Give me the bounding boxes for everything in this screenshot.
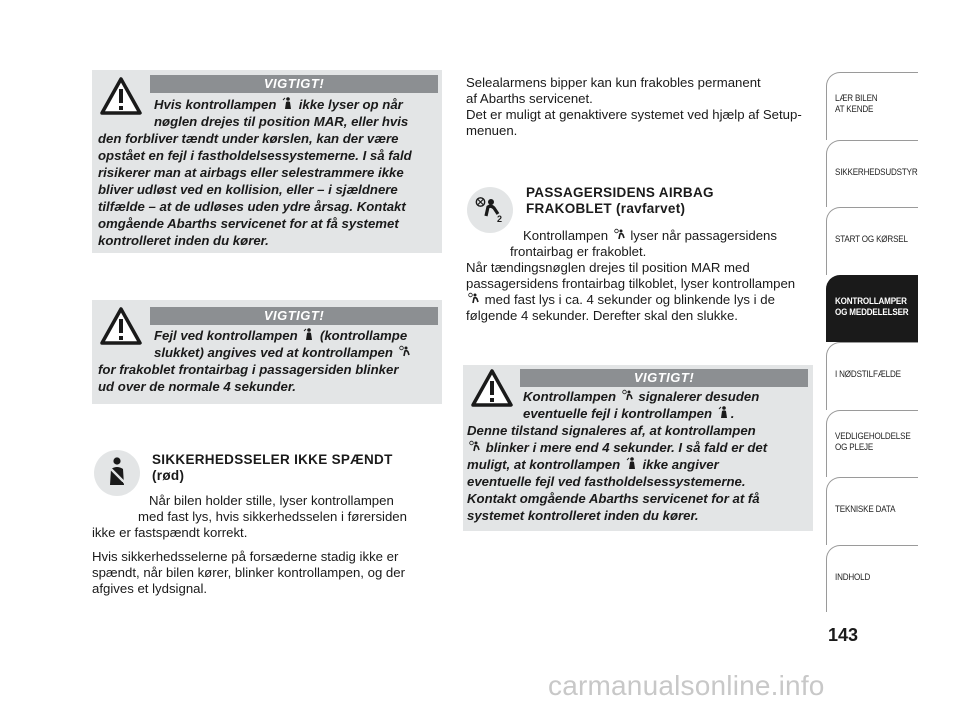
seatbelt-warning-icon xyxy=(94,450,140,496)
text-line: Kontrollampen signalerer desuden xyxy=(523,389,760,404)
chapter-tab-label: VEDLIGEHOLDELSE OG PLEJE xyxy=(835,430,911,453)
text-line: Fejl ved kontrollampen (kontrollampe xyxy=(154,328,408,343)
text-line: passagersidens frontairbag tilkoblet, lyser kontrollampen xyxy=(466,276,796,291)
passenger-airbag-off-icon xyxy=(467,187,513,233)
chapter-tab-label: INDHOLD xyxy=(835,571,871,583)
text-line: Kontakt omgående Abarths servicenet for at få xyxy=(467,491,760,506)
warning-text xyxy=(98,327,440,395)
text-line: Hvis kontrollampen ikke lyser op når xyxy=(154,97,403,112)
chapter-tab[interactable] xyxy=(826,342,918,410)
airbag-title: PASSAGERSIDENS AIRBAG FRAKOBLET (ravfarvet) xyxy=(526,185,714,216)
warning-box-lamp-fault xyxy=(92,300,442,404)
passenger-airbag-off-icon xyxy=(399,345,410,358)
chapter-tab[interactable] xyxy=(826,72,918,140)
text-line: ud over de normale 4 sekunder. xyxy=(98,379,296,394)
warning-header: VIGTIGT! xyxy=(150,75,438,93)
warning-header: VIGTIGT! xyxy=(520,369,808,387)
text-line: risikerer man at airbags eller selestrammere ikke xyxy=(98,165,404,180)
warning-box-airbag-fault xyxy=(92,70,442,253)
chapter-tab[interactable] xyxy=(826,477,918,545)
text-line: eventuelle fejl i kontrollampen . xyxy=(523,406,735,421)
chapter-tab[interactable] xyxy=(826,275,918,343)
passenger-airbag-off-icon xyxy=(468,292,479,305)
text-line: systemet kontrolleret inden du kører. xyxy=(467,508,699,523)
chapter-tabs xyxy=(826,72,918,612)
text-line: bliver udløst ved en kollision, eller – i sjældnere xyxy=(98,182,398,197)
chapter-tab-label: KONTROLLAMPER OG MEDDELELSER xyxy=(835,295,909,318)
warning-text xyxy=(467,388,811,524)
text-line: blinker i mere end 4 sekunder. I så fald er det xyxy=(467,439,811,456)
text-line: nøglen drejes til position MAR, eller hvis xyxy=(154,114,409,129)
seatbelt-para2: Hvis sikkerhedsselerne på forsæderne stadig ikke er spændt, når bilen kører, blinker kontrollampen, og der afgives et lydsignal. xyxy=(92,549,405,596)
text-line: Når tændingsnøglen drejes til position MAR med xyxy=(466,260,750,275)
chapter-tab-label: LÆR BILEN AT KENDE xyxy=(835,93,878,115)
chapter-tab-label: START OG KØRSEL xyxy=(835,234,908,245)
chapter-tab[interactable] xyxy=(826,545,918,613)
seatbelt-para1: Når bilen holder stille, lyser kontrollampen med fast lys, hvis sikkerhedsselen i førersiden ikke er fastspændt korrekt. xyxy=(92,493,407,540)
passenger-airbag-off-icon xyxy=(622,389,633,402)
page-number: 143 xyxy=(828,625,859,645)
airbag-warning-icon xyxy=(282,97,293,110)
text-line: eventuelle fejl ved fastholdelsessystemerne. xyxy=(467,474,746,489)
seatbelt-title: SIKKERHEDSSELER IKKE SPÆNDT (rød) xyxy=(152,452,393,483)
text-line: frontairbag er frakoblet. xyxy=(510,244,647,259)
airbag-warning-icon xyxy=(303,328,314,341)
warning-box-signal xyxy=(463,365,813,531)
intro-paragraph: Selealarmens bipper kan kun frakobles permanent af Abarths servicenet. Det er muligt at genaktivere systemet ved hjælp af Setup- menuen. xyxy=(466,75,802,138)
chapter-tab-label: I NØDSTILFÆLDE xyxy=(835,369,901,380)
text-line: Denne tilstand signaleres af, at kontrollampen xyxy=(467,423,756,438)
airbag-warning-icon xyxy=(718,406,729,419)
chapter-tab[interactable] xyxy=(826,140,918,208)
text-line: med fast lys i ca. 4 sekunder og blinkende lys i de xyxy=(466,292,816,308)
chapter-tab-label: SIKKERHEDSUDSTYR xyxy=(835,166,918,178)
chapter-tab-label: TEKNISKE DATA xyxy=(835,504,896,515)
airbag-warning-icon xyxy=(626,457,637,470)
text-line: tilfælde – at de udløses uden ydre årsag. Kontakt xyxy=(98,199,406,214)
airbag-text xyxy=(466,228,816,324)
text-line: kontrolleret inden du kører. xyxy=(98,233,269,248)
warning-text xyxy=(98,96,440,249)
passenger-airbag-off-icon xyxy=(469,440,480,453)
chapter-tab[interactable] xyxy=(826,207,918,275)
svg-text:2: 2 xyxy=(497,214,503,224)
text-line: for frakoblet frontairbag i passagersiden blinker xyxy=(98,362,399,377)
warning-header: VIGTIGT! xyxy=(150,307,438,325)
text-line: muligt, at kontrollampen ikke angiver xyxy=(467,457,719,472)
chapter-tab[interactable] xyxy=(826,410,918,478)
text-line: opstået en fejl i fastholdelsessystemerne. I så fald xyxy=(98,148,412,163)
text-line: følgende 4 sekunder. Derefter skal den slukke. xyxy=(466,308,738,323)
passenger-airbag-off-icon xyxy=(614,228,625,241)
text-line: omgående Abarths servicenet for at få systemet xyxy=(98,216,399,231)
text-line: Kontrollampen lyser når passagersidens xyxy=(523,228,777,243)
watermark: carmanualsonline.info xyxy=(548,670,825,701)
text-line: slukket) angives ved at kontrollampen xyxy=(98,344,440,361)
text-line: den forbliver tændt under kørslen, kan der være xyxy=(98,131,399,146)
